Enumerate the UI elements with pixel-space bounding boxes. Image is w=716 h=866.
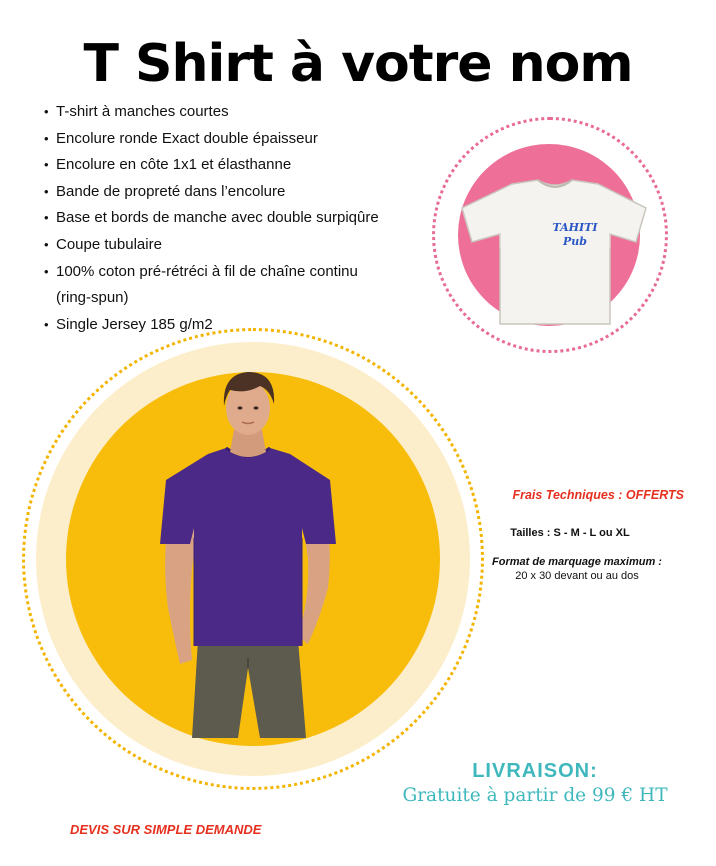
white-tshirt-image <box>460 178 650 328</box>
feature-item <box>44 259 444 312</box>
feature-item: • Encolure en côte 1x1 et élasthanne <box>44 152 444 179</box>
feature-item: • Encolure ronde Exact double épaisseur <box>44 126 444 153</box>
tshirt-print-line1: TAHITI <box>552 221 598 234</box>
feature-item-continuation: (ring-spun) <box>56 289 129 307</box>
livraison-detail: Gratuite à partir de 99 € HT <box>402 785 668 806</box>
tshirt-print-line2: Pub <box>563 235 587 248</box>
page-title: T Shirt à votre nom <box>83 34 633 94</box>
feature-item: • Single Jersey 185 g/m2 <box>44 312 444 339</box>
livraison-title: LIVRAISON: <box>472 760 598 782</box>
format-marquage-value: 20 x 30 devant ou au dos <box>515 570 639 582</box>
tailles-info: Tailles : S - M - L ou XL <box>510 527 630 539</box>
model-photo <box>130 368 360 738</box>
devis-notice: DEVIS SUR SIMPLE DEMANDE <box>70 822 262 837</box>
feature-item: • Coupe tubulaire <box>44 232 444 259</box>
frais-techniques: Frais Techniques : OFFERTS <box>512 488 684 502</box>
feature-item: • Bande de propreté dans l’encolure <box>44 179 444 206</box>
feature-list <box>44 99 444 338</box>
feature-item: • T-shirt à manches courtes <box>44 99 444 126</box>
format-marquage-label: Format de marquage maximum : <box>492 556 662 568</box>
feature-item: • Base et bords de manche avec double surpiqûre <box>44 205 444 232</box>
feature-item-text: 100% coton pré-rétréci à fil de chaîne continu <box>56 262 358 280</box>
